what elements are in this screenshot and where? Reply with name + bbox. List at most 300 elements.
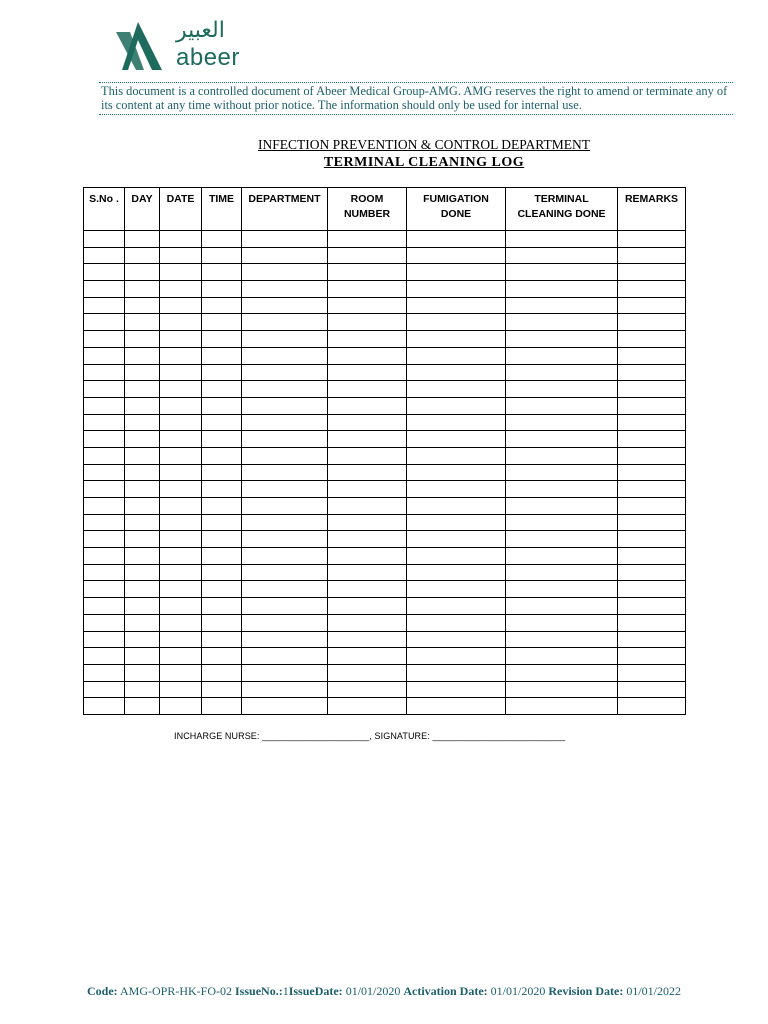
table-cell[interactable] — [202, 631, 242, 648]
table-cell[interactable] — [242, 314, 328, 331]
table-cell[interactable] — [242, 364, 328, 381]
table-cell[interactable] — [242, 581, 328, 598]
table-cell[interactable] — [125, 464, 160, 481]
table-cell[interactable] — [618, 464, 686, 481]
department-heading: INFECTION PREVENTION & CONTROL DEPARTMENT — [258, 137, 590, 152]
table-cell[interactable] — [328, 531, 407, 548]
table-cell[interactable] — [125, 514, 160, 531]
table-cell[interactable] — [202, 381, 242, 398]
table-cell[interactable] — [202, 531, 242, 548]
table-cell[interactable] — [84, 347, 125, 364]
table-cell[interactable] — [202, 281, 242, 298]
table-cell[interactable] — [125, 648, 160, 665]
table-cell[interactable] — [328, 681, 407, 698]
table-cell[interactable] — [242, 264, 328, 281]
table-cell[interactable] — [407, 247, 506, 264]
table-cell[interactable] — [84, 581, 125, 598]
table-cell[interactable] — [160, 581, 202, 598]
table-cell[interactable] — [84, 698, 125, 715]
table-cell[interactable] — [328, 231, 407, 248]
table-cell[interactable] — [407, 464, 506, 481]
table-cell[interactable] — [506, 514, 618, 531]
table-cell[interactable] — [506, 414, 618, 431]
table-cell[interactable] — [328, 481, 407, 498]
table-cell[interactable] — [125, 481, 160, 498]
table-cell[interactable] — [84, 247, 125, 264]
table-cell[interactable] — [84, 548, 125, 565]
table-cell[interactable] — [618, 564, 686, 581]
table-cell[interactable] — [242, 648, 328, 665]
table-cell[interactable] — [202, 247, 242, 264]
table-cell[interactable] — [125, 614, 160, 631]
table-cell[interactable] — [84, 681, 125, 698]
table-cell[interactable] — [618, 498, 686, 515]
table-cell[interactable] — [84, 364, 125, 381]
table-cell[interactable] — [242, 681, 328, 698]
table-cell[interactable] — [328, 598, 407, 615]
table-cell[interactable] — [84, 414, 125, 431]
table-row — [84, 614, 686, 631]
table-row — [84, 431, 686, 448]
table-cell[interactable] — [160, 431, 202, 448]
table-cell[interactable] — [160, 464, 202, 481]
table-cell[interactable] — [202, 431, 242, 448]
table-cell[interactable] — [84, 514, 125, 531]
table-cell[interactable] — [407, 281, 506, 298]
footer-issue-date-label: IssueDate: — [288, 984, 343, 998]
footer-revision-date: 01/01/2022 — [626, 984, 682, 998]
table-cell[interactable] — [160, 531, 202, 548]
table-cell[interactable] — [506, 331, 618, 348]
table-cell[interactable] — [328, 297, 407, 314]
table-cell[interactable] — [84, 447, 125, 464]
table-cell[interactable] — [328, 247, 407, 264]
table-cell[interactable] — [328, 381, 407, 398]
table-cell[interactable] — [506, 264, 618, 281]
table-row — [84, 548, 686, 565]
table-cell[interactable] — [407, 614, 506, 631]
table-cell[interactable] — [407, 581, 506, 598]
table-cell[interactable] — [242, 347, 328, 364]
table-cell[interactable] — [202, 364, 242, 381]
table-cell[interactable] — [160, 364, 202, 381]
table-cell[interactable] — [328, 631, 407, 648]
table-cell[interactable] — [618, 364, 686, 381]
table-cell[interactable] — [242, 447, 328, 464]
table-cell[interactable] — [407, 481, 506, 498]
table-cell[interactable] — [125, 347, 160, 364]
table-cell[interactable] — [506, 648, 618, 665]
table-cell[interactable] — [125, 664, 160, 681]
table-cell[interactable] — [242, 281, 328, 298]
table-row — [84, 681, 686, 698]
table-row — [84, 464, 686, 481]
table-cell[interactable] — [618, 681, 686, 698]
table-cell[interactable] — [202, 347, 242, 364]
table-cell[interactable] — [84, 664, 125, 681]
table-cell[interactable] — [242, 331, 328, 348]
table-cell[interactable] — [242, 414, 328, 431]
table-cell[interactable] — [618, 381, 686, 398]
table-cell[interactable] — [202, 681, 242, 698]
table-cell[interactable] — [125, 631, 160, 648]
table-cell[interactable] — [328, 464, 407, 481]
table-cell[interactable] — [125, 331, 160, 348]
table-cell[interactable] — [242, 598, 328, 615]
table-cell[interactable] — [160, 514, 202, 531]
table-cell[interactable] — [84, 381, 125, 398]
table-row — [84, 631, 686, 648]
table-cell[interactable] — [84, 498, 125, 515]
table-cell[interactable] — [618, 531, 686, 548]
table-cell[interactable] — [407, 564, 506, 581]
table-cell[interactable] — [328, 347, 407, 364]
table-cell[interactable] — [407, 264, 506, 281]
table-cell[interactable] — [328, 314, 407, 331]
table-cell[interactable] — [506, 364, 618, 381]
table-cell[interactable] — [84, 631, 125, 648]
table-cell[interactable] — [407, 531, 506, 548]
document-title: TERMINAL CLEANING LOG — [323, 155, 525, 170]
col-header-day: DAY — [125, 188, 160, 231]
table-cell[interactable] — [125, 431, 160, 448]
table-cell[interactable] — [328, 281, 407, 298]
table-cell[interactable] — [506, 581, 618, 598]
table-cell[interactable] — [506, 598, 618, 615]
table-cell[interactable] — [328, 264, 407, 281]
table-cell[interactable] — [125, 281, 160, 298]
table-cell[interactable] — [407, 498, 506, 515]
footer-code: AMG-OPR-HK-FO-02 — [120, 984, 233, 998]
table-cell[interactable] — [242, 247, 328, 264]
table-cell[interactable] — [242, 481, 328, 498]
table-cell[interactable] — [242, 614, 328, 631]
table-cell[interactable] — [328, 581, 407, 598]
table-cell[interactable] — [506, 631, 618, 648]
table-cell[interactable] — [160, 347, 202, 364]
table-cell[interactable] — [125, 447, 160, 464]
table-cell[interactable] — [407, 297, 506, 314]
table-cell[interactable] — [328, 498, 407, 515]
table-cell[interactable] — [84, 264, 125, 281]
table-cell[interactable] — [84, 431, 125, 448]
table-row — [84, 364, 686, 381]
table-row — [84, 231, 686, 248]
table-cell[interactable] — [506, 397, 618, 414]
table-cell[interactable] — [407, 631, 506, 648]
table-cell[interactable] — [84, 397, 125, 414]
table-cell[interactable] — [618, 397, 686, 414]
table-cell[interactable] — [160, 264, 202, 281]
table-cell[interactable] — [506, 564, 618, 581]
table-cell[interactable] — [328, 397, 407, 414]
table-cell[interactable] — [160, 247, 202, 264]
table-cell[interactable] — [328, 431, 407, 448]
table-cell[interactable] — [84, 564, 125, 581]
table-cell[interactable] — [84, 297, 125, 314]
table-cell[interactable] — [407, 698, 506, 715]
table-cell[interactable] — [328, 364, 407, 381]
table-cell[interactable] — [506, 531, 618, 548]
table-cell[interactable] — [202, 231, 242, 248]
table-cell[interactable] — [160, 498, 202, 515]
table-cell[interactable] — [407, 447, 506, 464]
table-cell[interactable] — [328, 548, 407, 565]
table-cell[interactable] — [242, 397, 328, 414]
footer-activation-date: 01/01/2020 — [490, 984, 546, 998]
table-cell[interactable] — [160, 397, 202, 414]
table-cell[interactable] — [506, 231, 618, 248]
table-cell[interactable] — [125, 548, 160, 565]
table-cell[interactable] — [202, 664, 242, 681]
table-cell[interactable] — [125, 564, 160, 581]
table-cell[interactable] — [160, 698, 202, 715]
table-cell[interactable] — [506, 347, 618, 364]
table-cell[interactable] — [125, 247, 160, 264]
table-cell[interactable] — [618, 264, 686, 281]
table-cell[interactable] — [202, 314, 242, 331]
table-cell[interactable] — [160, 564, 202, 581]
table-cell[interactable] — [125, 598, 160, 615]
table-cell[interactable] — [202, 698, 242, 715]
table-cell[interactable] — [506, 297, 618, 314]
table-row — [84, 531, 686, 548]
table-cell[interactable] — [125, 381, 160, 398]
table-cell[interactable] — [202, 414, 242, 431]
table-cell[interactable] — [84, 648, 125, 665]
table-cell[interactable] — [242, 498, 328, 515]
col-header-sno: S.No . — [84, 188, 125, 231]
table-cell[interactable] — [202, 598, 242, 615]
table-cell[interactable] — [202, 581, 242, 598]
footer-issue-date: 01/01/2020 — [345, 984, 401, 998]
table-cell[interactable] — [202, 297, 242, 314]
table-cell[interactable] — [242, 231, 328, 248]
table-cell[interactable] — [618, 331, 686, 348]
table-cell[interactable] — [84, 614, 125, 631]
table-cell[interactable] — [618, 581, 686, 598]
table-cell[interactable] — [618, 648, 686, 665]
table-cell[interactable] — [407, 681, 506, 698]
table-cell[interactable] — [125, 531, 160, 548]
table-body — [84, 231, 686, 715]
table-cell[interactable] — [618, 431, 686, 448]
table-cell[interactable] — [506, 281, 618, 298]
table-cell[interactable] — [506, 447, 618, 464]
table-cell[interactable] — [328, 414, 407, 431]
col-header-fumigation-done: FUMIGATION DONE — [407, 188, 506, 231]
table-cell[interactable] — [407, 548, 506, 565]
table-cell[interactable] — [125, 264, 160, 281]
table-cell[interactable] — [160, 414, 202, 431]
table-cell[interactable] — [202, 481, 242, 498]
table-cell[interactable] — [407, 231, 506, 248]
table-cell[interactable] — [328, 447, 407, 464]
table-cell[interactable] — [84, 481, 125, 498]
table-cell[interactable] — [84, 464, 125, 481]
table-cell[interactable] — [202, 264, 242, 281]
table-cell[interactable] — [506, 481, 618, 498]
table-cell[interactable] — [506, 664, 618, 681]
table-cell[interactable] — [202, 564, 242, 581]
table-cell[interactable] — [125, 698, 160, 715]
table-cell[interactable] — [125, 414, 160, 431]
table-cell[interactable] — [506, 698, 618, 715]
table-cell[interactable] — [618, 481, 686, 498]
table-cell[interactable] — [242, 631, 328, 648]
table-cell[interactable] — [242, 548, 328, 565]
table-cell[interactable] — [328, 614, 407, 631]
table-cell[interactable] — [160, 447, 202, 464]
table-cell[interactable] — [160, 631, 202, 648]
table-cell[interactable] — [125, 397, 160, 414]
table-cell[interactable] — [407, 664, 506, 681]
table-cell[interactable] — [618, 247, 686, 264]
table-cell[interactable] — [506, 314, 618, 331]
table-cell[interactable] — [407, 414, 506, 431]
table-cell[interactable] — [242, 698, 328, 715]
table-row — [84, 397, 686, 414]
table-cell[interactable] — [242, 531, 328, 548]
table-cell[interactable] — [160, 297, 202, 314]
logo-arabic-text: العبير — [176, 18, 225, 43]
table-cell[interactable] — [407, 381, 506, 398]
table-cell[interactable] — [202, 331, 242, 348]
table-row — [84, 648, 686, 665]
col-header-time: TIME — [202, 188, 242, 231]
table-cell[interactable] — [506, 247, 618, 264]
document-footer — [0, 984, 768, 999]
footer-issue: 1 — [282, 984, 289, 998]
table-cell[interactable] — [125, 581, 160, 598]
table-cell[interactable] — [328, 648, 407, 665]
table-cell[interactable] — [84, 331, 125, 348]
table-cell[interactable] — [160, 314, 202, 331]
table-cell[interactable] — [407, 364, 506, 381]
table-cell[interactable] — [125, 314, 160, 331]
table-cell[interactable] — [328, 514, 407, 531]
col-header-terminal-cleaning-done: TERMINAL CLEANING DONE — [506, 188, 618, 231]
table-row — [84, 664, 686, 681]
table-cell[interactable] — [407, 514, 506, 531]
table-row — [84, 581, 686, 598]
table-cell[interactable] — [242, 564, 328, 581]
table-cell[interactable] — [618, 598, 686, 615]
table-cell[interactable] — [407, 598, 506, 615]
table-cell[interactable] — [160, 681, 202, 698]
col-header-remarks: REMARKS — [618, 188, 686, 231]
table-cell[interactable] — [618, 314, 686, 331]
table-cell[interactable] — [242, 664, 328, 681]
table-cell[interactable] — [84, 314, 125, 331]
table-cell[interactable] — [618, 414, 686, 431]
table-cell[interactable] — [160, 548, 202, 565]
table-cell[interactable] — [84, 598, 125, 615]
table-cell[interactable] — [242, 464, 328, 481]
table-cell[interactable] — [160, 281, 202, 298]
table-cell[interactable] — [407, 314, 506, 331]
table-cell[interactable] — [125, 231, 160, 248]
table-cell[interactable] — [506, 681, 618, 698]
table-row — [84, 598, 686, 615]
table-cell[interactable] — [202, 447, 242, 464]
table-row — [84, 247, 686, 264]
table-cell[interactable] — [506, 381, 618, 398]
table-cell[interactable] — [407, 431, 506, 448]
table-row — [84, 381, 686, 398]
table-cell[interactable] — [84, 281, 125, 298]
table-cell[interactable] — [407, 648, 506, 665]
table-cell[interactable] — [125, 681, 160, 698]
table-cell[interactable] — [160, 614, 202, 631]
table-cell[interactable] — [242, 514, 328, 531]
table-cell[interactable] — [506, 464, 618, 481]
table-cell[interactable] — [125, 297, 160, 314]
table-cell[interactable] — [202, 614, 242, 631]
table-cell[interactable] — [202, 514, 242, 531]
table-cell[interactable] — [618, 281, 686, 298]
table-cell[interactable] — [242, 431, 328, 448]
table-cell[interactable] — [618, 664, 686, 681]
table-row — [84, 564, 686, 581]
table-cell[interactable] — [506, 498, 618, 515]
table-cell[interactable] — [202, 464, 242, 481]
table-cell[interactable] — [84, 231, 125, 248]
col-header-date: DATE — [160, 188, 202, 231]
table-cell[interactable] — [328, 564, 407, 581]
table-row — [84, 347, 686, 364]
table-cell[interactable] — [328, 698, 407, 715]
table-cell[interactable] — [160, 381, 202, 398]
table-cell[interactable] — [618, 631, 686, 648]
table-cell[interactable] — [202, 648, 242, 665]
table-cell[interactable] — [125, 498, 160, 515]
table-cell[interactable] — [618, 297, 686, 314]
table-cell[interactable] — [202, 397, 242, 414]
table-cell[interactable] — [160, 481, 202, 498]
table-cell[interactable] — [618, 447, 686, 464]
table-cell[interactable] — [202, 548, 242, 565]
table-cell[interactable] — [328, 664, 407, 681]
table-cell[interactable] — [202, 498, 242, 515]
table-cell[interactable] — [407, 331, 506, 348]
table-cell[interactable] — [84, 531, 125, 548]
table-cell[interactable] — [160, 231, 202, 248]
table-cell[interactable] — [407, 347, 506, 364]
table-cell[interactable] — [618, 698, 686, 715]
table-cell[interactable] — [506, 548, 618, 565]
table-cell[interactable] — [160, 598, 202, 615]
table-cell[interactable] — [506, 431, 618, 448]
col-header-room-number: ROOM NUMBER — [328, 188, 407, 231]
table-cell[interactable] — [242, 381, 328, 398]
table-cell[interactable] — [618, 231, 686, 248]
footer-revision-label: Revision Date: — [548, 984, 624, 998]
table-cell[interactable] — [242, 297, 328, 314]
table-cell[interactable] — [160, 648, 202, 665]
table-cell[interactable] — [618, 514, 686, 531]
table-cell[interactable] — [407, 397, 506, 414]
table-cell[interactable] — [618, 548, 686, 565]
table-cell[interactable] — [618, 347, 686, 364]
table-cell[interactable] — [125, 364, 160, 381]
table-cell[interactable] — [160, 664, 202, 681]
table-cell[interactable] — [160, 331, 202, 348]
table-row — [84, 281, 686, 298]
table-cell[interactable] — [618, 614, 686, 631]
table-cell[interactable] — [328, 331, 407, 348]
table-cell[interactable] — [506, 614, 618, 631]
